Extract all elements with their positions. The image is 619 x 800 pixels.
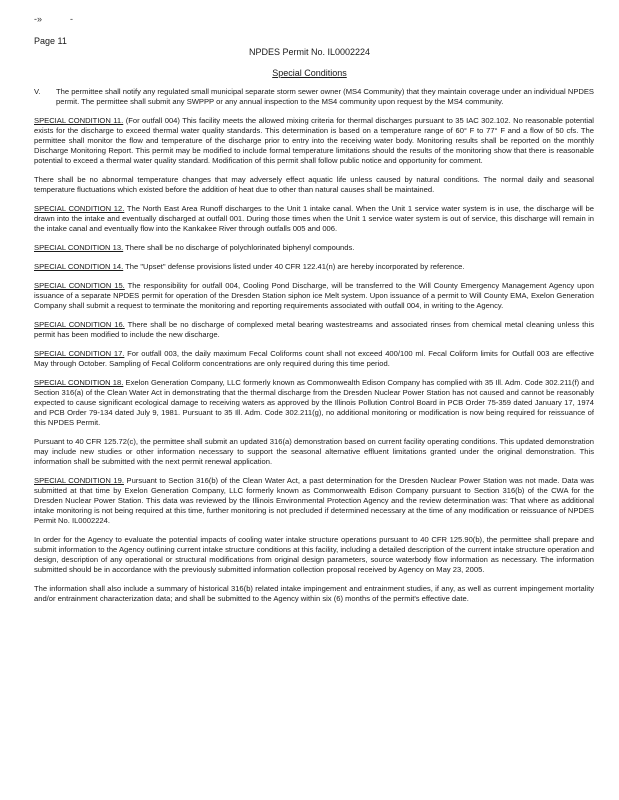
intake-summary-paragraph	[34, 584, 594, 604]
condition-label: SPECIAL CONDITION 15.	[34, 281, 125, 290]
special-condition-13	[34, 243, 594, 253]
condition-label: SPECIAL CONDITION 17.	[34, 349, 125, 358]
condition-text: There shall be no discharge of complexed metal bearing wastestreams and associated rinses from chemical metal cleaning unless this permit has been modified to include the new discharge.	[34, 320, 594, 339]
scan-dash: -	[70, 14, 73, 24]
special-condition-12	[34, 204, 594, 234]
condition-label: SPECIAL CONDITION 12.	[34, 204, 125, 213]
special-condition-18	[34, 378, 594, 428]
section-title: Special Conditions	[272, 68, 347, 78]
page-number: Page 11	[34, 36, 67, 46]
condition-label: SPECIAL CONDITION 16.	[34, 320, 125, 329]
paragraph-number: V.	[34, 87, 41, 96]
condition-label: SPECIAL CONDITION 11.	[34, 116, 124, 125]
special-condition-17	[34, 349, 594, 369]
paragraph-text: There shall be no abnormal temperature changes that may adversely effect aquatic life unless caused by natural conditions. The normal daily and seasonal temperature fluctuations which existed before the addition of heat due to other than natural causes shall be maintained.	[34, 175, 594, 194]
intake-evaluation-paragraph	[34, 535, 594, 575]
condition-text: The "Upset" defense provisions listed under 40 CFR 122.41(n) are hereby incorporated by reference.	[125, 262, 465, 271]
condition-text: There shall be no discharge of polychlorinated biphenyl compounds.	[125, 243, 355, 252]
special-condition-15	[34, 281, 594, 311]
condition-text: Pursuant to Section 316(b) of the Clean Water Act, a past determination for the Dresden Nuclear Power Station was not made. Data was submitted at that time by Exelon Generation Company, LLC formerly known as Commonwealth Edison Company pursuant to Section 316(b) of the CWA for the Dresden Nuclear Power Station. This data was reviewed by the Illinois Environmental Protection Agency and the review determination was: That where as additional intake monitoring is not being required at this time, further monitoring is not precluded if determined necessary at the time of any modification or reissuance of NPDES Permit No. IL0002224.	[34, 476, 594, 525]
document-body	[34, 87, 594, 613]
condition-label: SPECIAL CONDITION 19.	[34, 476, 124, 485]
special-condition-19	[34, 476, 594, 526]
paragraph-v	[34, 87, 594, 107]
condition-text: The North East Area Runoff discharges to the Unit 1 intake canal. When the Unit 1 service water system is in use, the discharge will be drawn into the intake and eventually discharged at outfall 001. During those times when the Unit 1 service water system is out of service, this discharge will remain in the intake canal and eventually flow into the Kankakee River through outfalls 005 and 006.	[34, 204, 594, 233]
special-condition-14	[34, 262, 594, 272]
paragraph-text: The permittee shall notify any regulated small municipal separate storm sewer owner (MS4 Community) that they maintain coverage under an individual NPDES permit. The permittee shall submit any SWPPP or any annual inspection to the MS4 community upon request by the MS4 community.	[56, 87, 594, 106]
paragraph-text: The information shall also include a summary of historical 316(b) related intake impingement and entrainment studies, if any, as well as current impingement mortality and/or entrainment characterization data; and shall be submitted to the Agency within six (6) months of the permit's effective date.	[34, 584, 594, 603]
316a-paragraph	[34, 437, 594, 467]
condition-text: Exelon Generation Company, LLC formerly known as Commonwealth Edison Company has complied with 35 Ill. Adm. Code 302.211(f) and Section 316(a) of the Clean Water Act in demonstrating that the thermal discharge from the Dresden Nuclear Power Station has not caused and cannot be reasonably expected to cause significant ecological damage to receiving waters as approved by the Illinois Pollution Control Board in PCB Order 75-359 dated January 17, 1974 and PCB Order 79-134 dated July 9, 1981. Pursuant to 35 Ill. Adm. Code 302.211(g), no additional monitoring or modification is now being required for reissuance of this NPDES Permit.	[34, 378, 594, 427]
condition-label: SPECIAL CONDITION 14.	[34, 262, 124, 271]
condition-text: The responsibility for outfall 004, Cooling Pond Discharge, will be transferred to the Will County Emergency Management Agency upon issuance of a separate NPDES permit for operation of the Dresden Station siphon ice Melt system. Upon issuance of a permit to Will County EMA, Exelon Generation Company shall submit a request to terminate the monitoring and reporting requirements associated with outfall 004, in writing to the Agency.	[34, 281, 594, 310]
condition-text: (For outfall 004) This facility meets the allowed mixing criteria for thermal discharges pursuant to 35 IAC 302.102. No reasonable potential exists for the discharge to exceed thermal water quality standards. This determination is based on a temperature range of 60° F to 77° F and a flow of 50 cfs. The permittee shall monitor the flow and temperature of the discharge prior to entry into the receiving water body. Monitoring results shall be reported on the monthly Discharge Monitoring Report. This permit may be modified to include formal temperature limitations should the results of the monitoring show that there is reasonable potential to exceed a thermal water quality standard. Modification of this permit shall follow public notice and opportunity for comment.	[34, 116, 594, 165]
paragraph-text: In order for the Agency to evaluate the potential impacts of cooling water intake structure operations pursuant to 40 CFR 125.90(b), the permittee shall prepare and submit information to the Agency outlining current intake structure conditions at this facility, including a detailed description of the current intake structure operation and design, description of any operational or structural modifications from original design parameters, source waterbody flow information as necessary. The information submitted should be in accordance with the previously submitted information collection proposal received by Agency on May 23, 2005.	[34, 535, 594, 574]
permit-number: NPDES Permit No. IL0002224	[248, 47, 371, 57]
scan-mark: -»	[34, 14, 43, 24]
condition-text: For outfall 003, the daily maximum Fecal Coliforms count shall not exceed 400/100 ml. Fecal Coliform limits for Outfall 003 are effective May through October. Sampling of Fecal Coliform concentrations are only required during this time period.	[34, 349, 594, 368]
special-condition-16	[34, 320, 594, 340]
condition-label: SPECIAL CONDITION 18.	[34, 378, 124, 387]
condition-label: SPECIAL CONDITION 13.	[34, 243, 124, 252]
temperature-paragraph	[34, 175, 594, 195]
special-condition-11	[34, 116, 594, 166]
paragraph-text: Pursuant to 40 CFR 125.72(c), the permittee shall submit an updated 316(a) demonstration based on current facility operating conditions. This updated demonstration may include new studies or other information necessary to support the seasonal alternative effluent limitations granted under the original demonstration. This information shall be submitted with the next permit renewal application.	[34, 437, 594, 466]
